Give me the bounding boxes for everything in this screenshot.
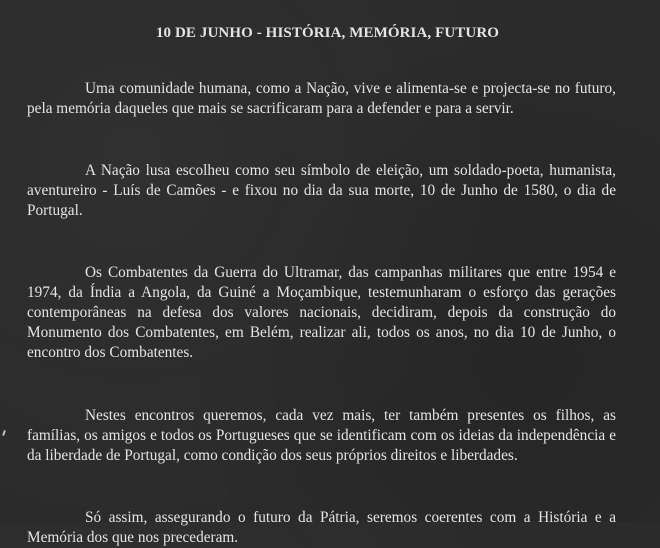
document-title: 10 DE JUNHO - HISTÓRIA, MEMÓRIA, FUTURO xyxy=(155,25,500,41)
paragraph-4: Nestes encontros queremos, cada vez mais, ter também presentes os filhos, as famílias, os amigos e todos os Portugueses que se identificam com os ideias da independência e da liberdade de Portugal, como condição dos seus próprios direitos e liberdades. xyxy=(27,407,616,464)
paragraph-2: A Nação lusa escolheu como seu símbolo de eleição, um soldado-poeta, humanista, aventureiro - Luís de Camões - e fixou no dia da sua morte, 10 de Junho de 1580, o dia de Portugal. xyxy=(27,162,616,219)
paragraph-1: Uma comunidade humana, como a Nação, vive e alimenta-se e projecta-se no futuro, pela memória daqueles que mais se sacrificaram para a defender e para a servir. xyxy=(27,80,616,117)
paragraph-3: Os Combatentes da Guerra do Ultramar, das campanhas militares que entre 1954 e 1974, da Índia a Angola, da Guiné a Moçambique, testemunharam o esforço das gerações contemporâneas na defesa dos valores nacionais, decidiram, depois da construção do Monumento dos Combatentes, em Belém, realizar ali, todos os anos, no dia 10 de Junho, o encontro dos Combatentes. xyxy=(27,264,616,361)
paragraph-5: Só assim, assegurando o futuro da Pátria, seremos coerentes com a História e a Memória dos que nos precederam. xyxy=(27,509,616,546)
